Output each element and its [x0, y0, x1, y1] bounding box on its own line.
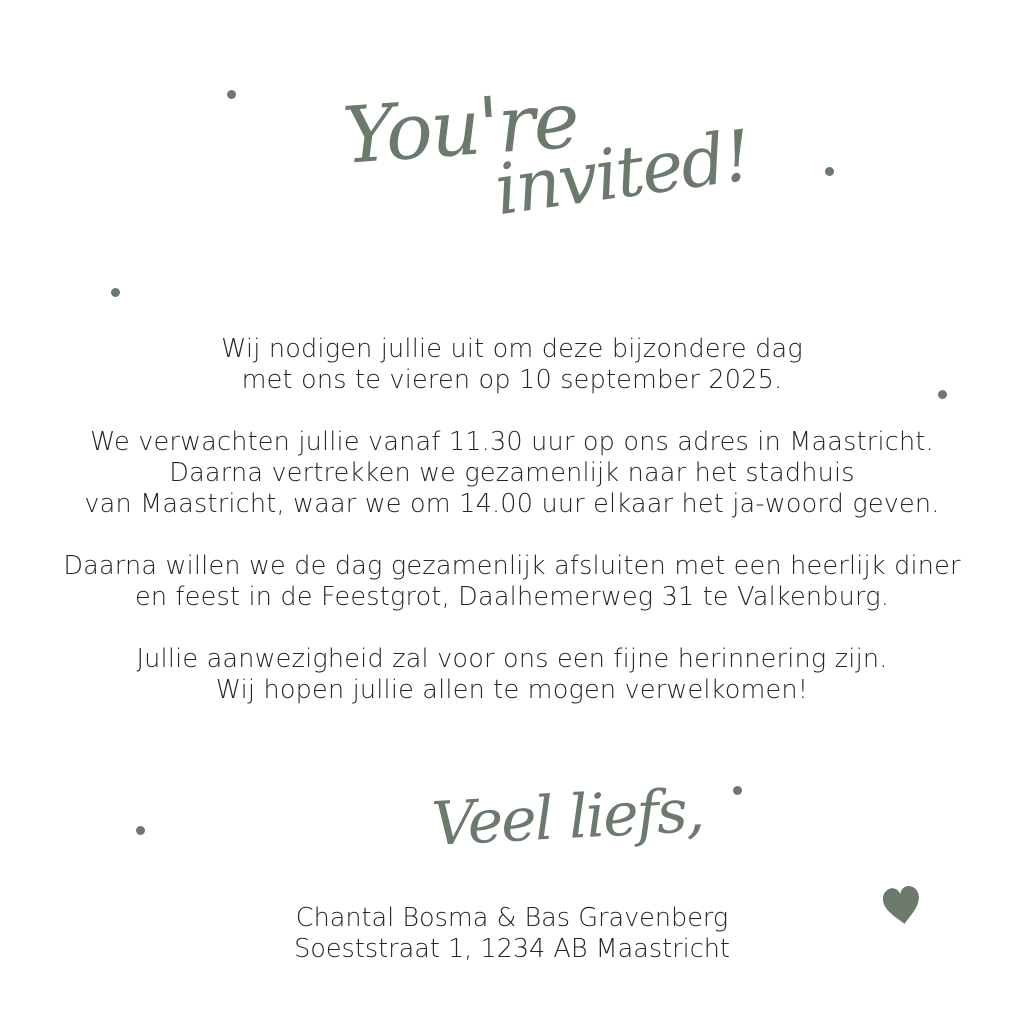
paragraph-line: van Maastricht, waar we om 14.00 uur elkaar het ja-woord geven.: [84, 489, 940, 519]
decor-dot: [111, 288, 120, 297]
invitation-body: [40, 334, 984, 737]
couple-names: Chantal Bosma & Bas Gravenberg: [295, 903, 729, 933]
decor-dot: [227, 90, 236, 99]
heading-invited: invited!: [490, 114, 755, 232]
paragraph-line: Jullie aanwezigheid zal voor ons een fijne herinnering zijn.: [136, 644, 888, 674]
paragraph-2: [40, 427, 984, 520]
decor-dot: [136, 826, 145, 835]
closing-greeting: Veel liefs,: [430, 775, 705, 860]
paragraph-line: en feest in de Feestgrot, Daalhemerweg 31 te Valkenburg.: [134, 582, 889, 612]
decor-dot: [938, 390, 947, 399]
paragraph-3: [40, 551, 984, 613]
paragraph-line: Daarna vertrekken we gezamenlijk naar het stadhuis: [169, 458, 855, 488]
heading-youre: You're: [340, 75, 581, 182]
paragraph-line: Wij hopen jullie allen te mogen verwelkomen!: [215, 675, 809, 705]
decor-dot: [733, 786, 742, 795]
paragraph-line: Daarna willen we de dag gezamenlijk afsluiten met een heerlijk diner: [63, 551, 961, 581]
paragraph-1: [40, 334, 984, 396]
paragraph-line: Wij nodigen jullie uit om deze bijzondere dag: [221, 334, 803, 364]
paragraph-4: [40, 644, 984, 706]
heart-icon: [880, 884, 924, 928]
paragraph-line: met ons te vieren op 10 september 2025.: [241, 365, 783, 395]
paragraph-line: We verwachten jullie vanaf 11.30 uur op ons adres in Maastricht.: [90, 427, 934, 457]
signature-block: [212, 903, 812, 965]
couple-address: Soeststraat 1, 1234 AB Maastricht: [294, 934, 730, 964]
decor-dot: [825, 167, 834, 176]
